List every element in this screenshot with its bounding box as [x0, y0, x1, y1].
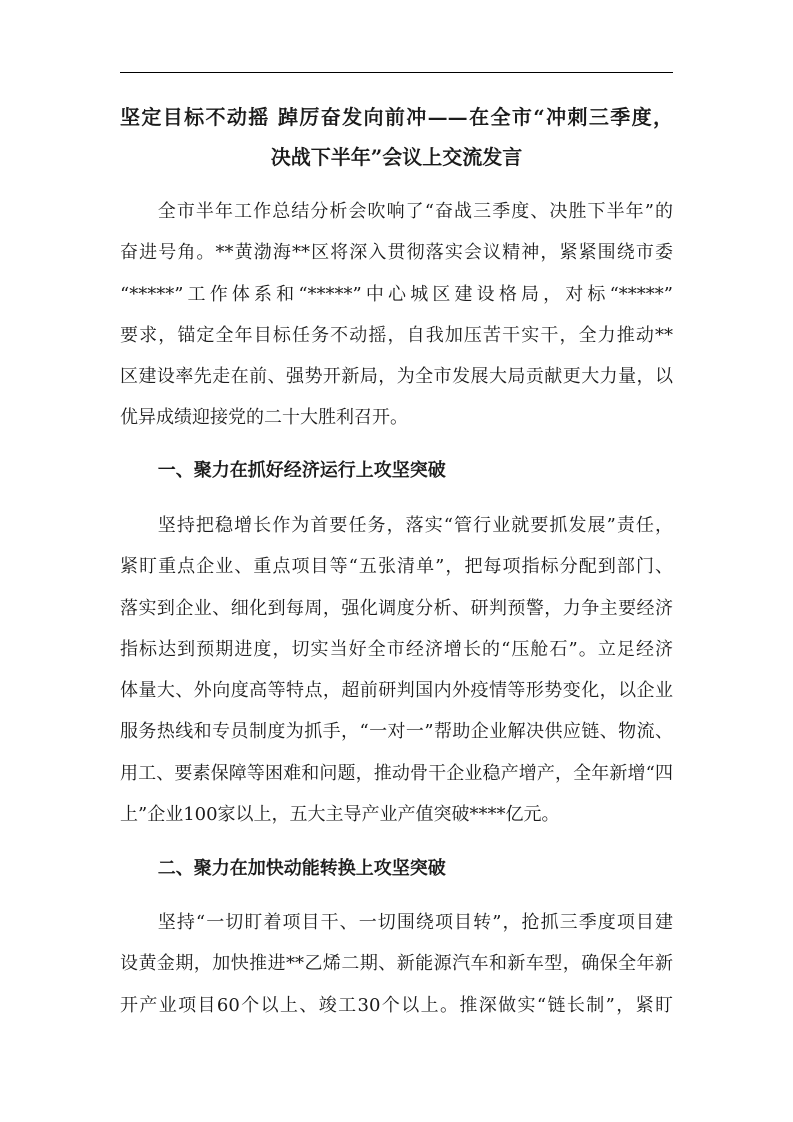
- paragraph-line: 全市半年工作总结分析会吹响了“奋战三季度、决胜下半年”的: [157, 201, 673, 222]
- paragraph-line: 要求，锚定全年目标任务不动摇，自我加压苦干实干，全力推动**: [120, 324, 673, 346]
- paragraph-line: 区建设率先走在前、强势开新局，为全市发展大局贡献更大力量，以: [120, 366, 673, 388]
- paragraph: [120, 505, 673, 835]
- section-heading-text: 二、聚力在加快动能转换上攻坚突破: [157, 858, 446, 879]
- title-line: 决战下半年”会议上交流发言: [270, 145, 523, 169]
- paragraph-line: 设黄金期，加快推进**乙烯二期、新能源汽车和新车型，确保全年新: [120, 953, 673, 975]
- paragraph-line: 紧盯重点企业、重点项目等“五张清单”，把每项指标分配到部门、: [120, 556, 673, 578]
- paragraph: [120, 191, 673, 439]
- paragraph-line: 优异成绩迎接党的二十大胜利召开。: [120, 407, 408, 429]
- paragraph-line: 坚持“一切盯着项目干、一切围绕项目转”，抢抓三季度项目建: [157, 912, 673, 933]
- paragraph-line: 上”企业100家以上，五大主导产业产值突破****亿元。: [120, 804, 560, 826]
- paragraph-line: 用工、要素保障等困难和问题，推动骨干企业稳产增产，全年新增“四: [120, 762, 673, 784]
- paragraph-line: “*****”工作体系和“*****”中心城区建设格局，对标“*****”: [120, 283, 673, 305]
- paragraph-line: 指标达到预期进度，切实当好全市经济增长的“压舱石”。立足经济: [120, 638, 673, 660]
- paragraph: [120, 902, 673, 1026]
- paragraph-line: 开产业项目60个以上、竣工30个以上。推深做实“链长制”，紧盯: [120, 994, 673, 1016]
- section-heading: [120, 848, 673, 889]
- section-heading-text: 一、聚力在抓好经济运行上攻坚突破: [157, 460, 446, 481]
- header-rule: [120, 72, 673, 73]
- paragraph-line: 落实到企业、细化到每周，强化调度分析、研判预警，力争主要经济: [120, 597, 673, 619]
- title-line: 坚定目标不动摇 踔厉奋发向前冲——在全市“冲刺三季度，: [120, 105, 673, 129]
- paragraph-line: 坚持把稳增长作为首要任务，落实“管行业就要抓发展”责任，: [157, 515, 673, 536]
- section-heading: [120, 450, 673, 491]
- paragraph-line: 体量大、外向度高等特点，超前研判国内外疫情等形势变化，以企业: [120, 680, 673, 702]
- document-title: [120, 97, 673, 177]
- paragraph-line: 服务热线和专员制度为抓手，“一对一”帮助企业解决供应链、物流、: [120, 721, 673, 743]
- paragraph-line: 奋进号角。**黄渤海**区将深入贯彻落实会议精神，紧紧围绕市委: [120, 242, 673, 264]
